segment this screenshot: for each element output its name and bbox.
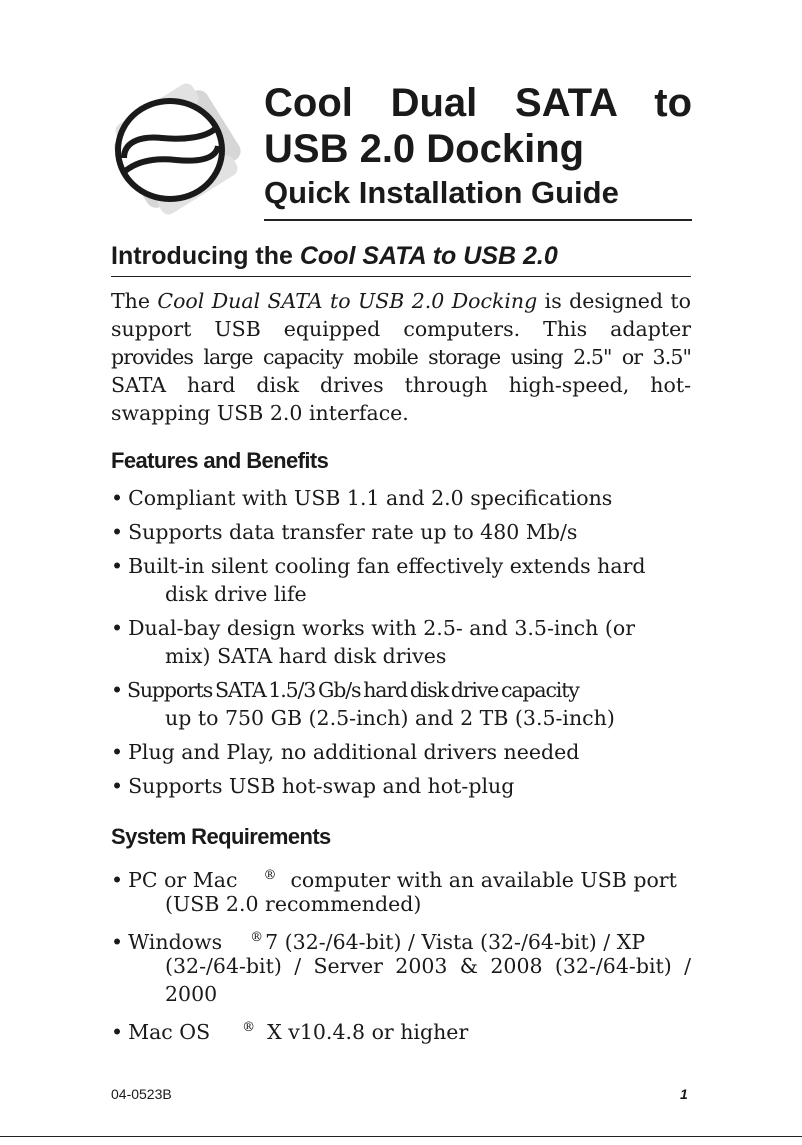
list-item: [111, 614, 691, 670]
requirement-text: computer with an available USB port: [290, 868, 677, 892]
bullet-icon: •: [111, 740, 124, 764]
feature-text: Supports SATA 1.5/3 Gb/s hard disk drive capacity: [126, 678, 579, 702]
feature-text: Built-in silent cooling fan effectively extends hard: [128, 554, 646, 578]
document-title: [264, 80, 692, 212]
intro-paragraph: [111, 287, 691, 427]
bullet-icon: •: [111, 520, 124, 544]
bullet-icon: •: [111, 554, 124, 578]
siig-s-logo-icon: [100, 72, 250, 222]
bullet-icon: •: [111, 616, 124, 640]
bullet-icon: •: [111, 486, 124, 510]
intro-heading-italic: Cool SATA to USB 2.0: [299, 242, 558, 270]
requirements-list: [111, 862, 691, 1048]
intro-line-1: [111, 287, 691, 315]
title-line-1: Cool Dual SATA to: [264, 81, 692, 125]
intro-line-3: provides large capacity mobile storage using 2.5" or 3.5": [111, 345, 691, 369]
list-item: [111, 738, 691, 766]
bullet-icon: •: [111, 930, 124, 954]
feature-text: Supports USB hot-swap and hot-plug: [128, 774, 515, 798]
registered-mark: ®: [263, 868, 277, 883]
bullet-icon: •: [111, 774, 124, 798]
requirement-text: 7 (32-/64-bit) / Vista (32-/64-bit) / XP: [265, 930, 646, 954]
list-item: [111, 518, 691, 546]
intro-suffix: is designed to: [544, 289, 691, 313]
bullet-icon: •: [111, 868, 124, 892]
feature-text: Plug and Play, no additional drivers needed: [128, 740, 580, 764]
list-item: [111, 676, 691, 732]
features-list: [111, 484, 691, 806]
list-item: [111, 552, 691, 608]
intro-line-2: support USB equipped computers. This adapter: [111, 317, 691, 341]
intro-heading-plain: Introducing the: [111, 242, 293, 270]
title-divider: [264, 219, 692, 221]
intro-prefix: The: [111, 289, 151, 313]
title-line-2: USB 2.0 Docking: [264, 127, 585, 171]
brand-logo: [100, 72, 250, 222]
list-item: [111, 772, 691, 800]
intro-product-name: Cool Dual SATA to USB 2.0 Docking: [157, 289, 538, 313]
feature-text-continued: mix) SATA hard disk drives: [165, 644, 447, 668]
document-subtitle: Quick Installation Guide: [264, 175, 619, 210]
list-item: [111, 484, 691, 512]
intro-divider: [111, 276, 691, 277]
list-item: [111, 862, 691, 918]
feature-text-continued: up to 750 GB (2.5-inch) and 2 TB (3.5-inch): [165, 706, 615, 730]
list-item: [111, 1014, 691, 1042]
registered-mark: ®: [242, 1020, 256, 1035]
intro-line-5: swapping USB 2.0 interface.: [111, 401, 409, 425]
requirement-text: PC or Mac: [128, 868, 238, 892]
features-heading: Features and Benefits: [111, 448, 329, 473]
feature-text: Dual-bay design works with 2.5- and 3.5-inch (or: [128, 616, 635, 640]
page-bottom-border: [0, 1136, 802, 1137]
intro-line-4: SATA hard disk drives through high-speed, hot-: [111, 373, 691, 397]
requirement-text: Mac OS: [128, 1020, 211, 1044]
requirement-text-continued: 2000: [165, 982, 218, 1006]
requirement-text: Windows: [128, 930, 223, 954]
requirement-text-continued: (32-/64-bit) / Server 2003 & 2008 (32-/64-bit) /: [165, 954, 691, 978]
feature-text: Compliant with USB 1.1 and 2.0 specifications: [128, 486, 613, 510]
requirement-text-continued: (USB 2.0 recommended): [165, 892, 422, 916]
registered-mark: ®: [250, 930, 264, 945]
requirement-text: X v10.4.8 or higher: [267, 1020, 469, 1044]
feature-text: Supports data transfer rate up to 480 Mb/s: [128, 520, 578, 544]
bullet-icon: •: [111, 1020, 124, 1044]
feature-text-continued: disk drive life: [165, 582, 307, 606]
document-code: 04-0523B: [111, 1086, 172, 1102]
bullet-icon: •: [111, 678, 122, 702]
intro-heading: [111, 240, 691, 272]
list-item: [111, 924, 691, 1008]
page-number: 1: [680, 1086, 688, 1102]
requirements-heading: System Requirements: [111, 824, 331, 849]
